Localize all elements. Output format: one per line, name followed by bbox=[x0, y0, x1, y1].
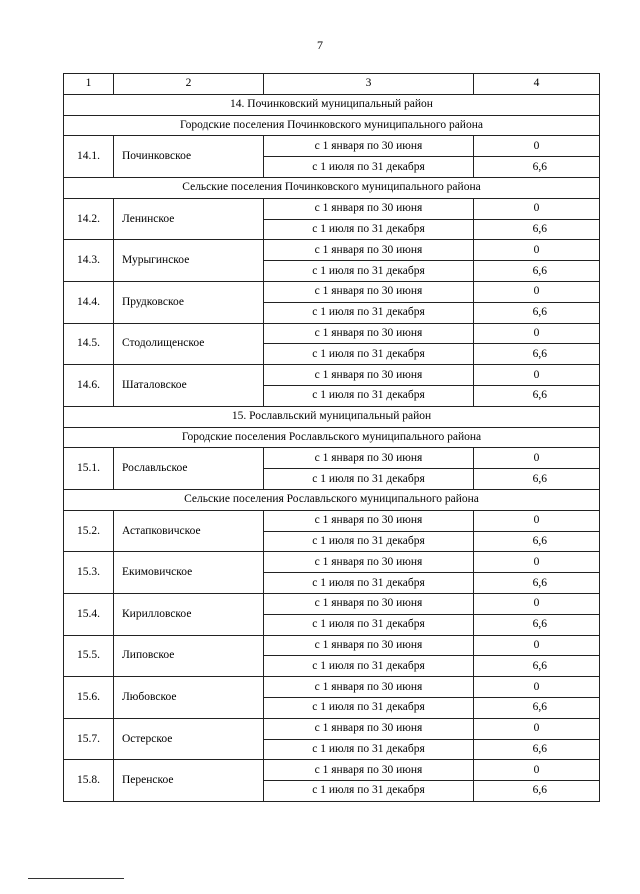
table-row bbox=[64, 198, 600, 219]
rate-value: 0 bbox=[474, 365, 600, 386]
settlement-name: Стодолищенское bbox=[114, 323, 264, 365]
period-label: с 1 января по 30 июня bbox=[264, 760, 474, 781]
settlement-number: 15.5. bbox=[64, 635, 114, 677]
period-label: с 1 июля по 31 декабря bbox=[264, 261, 474, 282]
table-row bbox=[64, 323, 600, 344]
rate-value: 0 bbox=[474, 448, 600, 469]
period-label: с 1 января по 30 июня bbox=[264, 635, 474, 656]
settlement-number: 15.2. bbox=[64, 510, 114, 552]
header-col-2: 2 bbox=[114, 74, 264, 95]
settlement-number: 15.6. bbox=[64, 677, 114, 719]
settlement-name: Перенское bbox=[114, 760, 264, 802]
rate-value: 6,6 bbox=[474, 697, 600, 718]
settlement-name: Починковское bbox=[114, 136, 264, 178]
rate-value: 0 bbox=[474, 593, 600, 614]
settlement-name: Прудковское bbox=[114, 281, 264, 323]
district-row bbox=[64, 406, 600, 427]
period-label: с 1 июля по 31 декабря bbox=[264, 531, 474, 552]
settlement-name: Кирилловское bbox=[114, 593, 264, 635]
period-label: с 1 января по 30 июня bbox=[264, 552, 474, 573]
period-label: с 1 июля по 31 декабря bbox=[264, 697, 474, 718]
period-label: с 1 января по 30 июня bbox=[264, 136, 474, 157]
district-title: 15. Рославльский муниципальный район bbox=[64, 406, 600, 427]
table-row bbox=[64, 760, 600, 781]
settlement-number: 14.4. bbox=[64, 281, 114, 323]
table-row bbox=[64, 552, 600, 573]
period-label: с 1 января по 30 июня bbox=[264, 323, 474, 344]
period-label: с 1 января по 30 июня bbox=[264, 510, 474, 531]
rate-value: 0 bbox=[474, 635, 600, 656]
subgroup-title: Сельские поселения Починковского муниципального района bbox=[64, 177, 600, 198]
settlement-name: Остерское bbox=[114, 718, 264, 760]
rate-value: 6,6 bbox=[474, 157, 600, 178]
district-row bbox=[64, 94, 600, 115]
subgroup-title: Сельские поселения Рославльского муниципального района bbox=[64, 489, 600, 510]
period-label: с 1 июля по 31 декабря bbox=[264, 157, 474, 178]
table-row bbox=[64, 510, 600, 531]
rate-value: 6,6 bbox=[474, 573, 600, 594]
period-label: с 1 января по 30 июня bbox=[264, 677, 474, 698]
table-header-row bbox=[64, 74, 600, 95]
settlement-number: 14.6. bbox=[64, 365, 114, 407]
period-label: с 1 января по 30 июня bbox=[264, 198, 474, 219]
subgroup-row bbox=[64, 489, 600, 510]
settlement-name: Любовское bbox=[114, 677, 264, 719]
period-label: с 1 января по 30 июня bbox=[264, 448, 474, 469]
rate-value: 0 bbox=[474, 718, 600, 739]
settlement-name: Шаталовское bbox=[114, 365, 264, 407]
period-label: с 1 июля по 31 декабря bbox=[264, 656, 474, 677]
table-row bbox=[64, 635, 600, 656]
table-row bbox=[64, 718, 600, 739]
period-label: с 1 июля по 31 декабря bbox=[264, 573, 474, 594]
settlement-name: Рославльское bbox=[114, 448, 264, 490]
settlement-name: Ленинское bbox=[114, 198, 264, 240]
rate-value: 6,6 bbox=[474, 385, 600, 406]
rate-value: 6,6 bbox=[474, 614, 600, 635]
rate-value: 6,6 bbox=[474, 781, 600, 802]
settlement-number: 15.7. bbox=[64, 718, 114, 760]
settlement-number: 14.1. bbox=[64, 136, 114, 178]
table-row bbox=[64, 281, 600, 302]
rates-table-body bbox=[64, 74, 600, 802]
period-label: с 1 июля по 31 декабря bbox=[264, 781, 474, 802]
subgroup-row bbox=[64, 115, 600, 136]
period-label: с 1 января по 30 июня bbox=[264, 240, 474, 261]
period-label: с 1 июля по 31 декабря bbox=[264, 739, 474, 760]
table-row bbox=[64, 240, 600, 261]
settlement-name: Мурыгинское bbox=[114, 240, 264, 282]
rate-value: 0 bbox=[474, 552, 600, 573]
subgroup-title: Городские поселения Починковского муниципального района bbox=[64, 115, 600, 136]
rate-value: 0 bbox=[474, 198, 600, 219]
rate-value: 6,6 bbox=[474, 261, 600, 282]
rate-value: 6,6 bbox=[474, 302, 600, 323]
rate-value: 0 bbox=[474, 136, 600, 157]
rate-value: 0 bbox=[474, 323, 600, 344]
period-label: с 1 января по 30 июня bbox=[264, 365, 474, 386]
period-label: с 1 июля по 31 декабря bbox=[264, 344, 474, 365]
rate-value: 6,6 bbox=[474, 469, 600, 490]
period-label: с 1 июля по 31 декабря bbox=[264, 614, 474, 635]
subgroup-title: Городские поселения Рославльского муниципального района bbox=[64, 427, 600, 448]
settlement-number: 15.3. bbox=[64, 552, 114, 594]
header-col-4: 4 bbox=[474, 74, 600, 95]
header-col-1: 1 bbox=[64, 74, 114, 95]
rate-value: 0 bbox=[474, 281, 600, 302]
subgroup-row bbox=[64, 177, 600, 198]
settlement-name: Екимовичское bbox=[114, 552, 264, 594]
rate-value: 6,6 bbox=[474, 739, 600, 760]
rates-table bbox=[63, 73, 600, 802]
settlement-number: 14.3. bbox=[64, 240, 114, 282]
rate-value: 0 bbox=[474, 240, 600, 261]
period-label: с 1 января по 30 июня bbox=[264, 718, 474, 739]
settlement-number: 14.5. bbox=[64, 323, 114, 365]
table-row bbox=[64, 593, 600, 614]
period-label: с 1 января по 30 июня bbox=[264, 281, 474, 302]
subgroup-row bbox=[64, 427, 600, 448]
rate-value: 6,6 bbox=[474, 531, 600, 552]
settlement-number: 15.4. bbox=[64, 593, 114, 635]
settlement-name: Астапковичское bbox=[114, 510, 264, 552]
district-title: 14. Починковский муниципальный район bbox=[64, 94, 600, 115]
rate-value: 6,6 bbox=[474, 219, 600, 240]
footer-divider bbox=[28, 878, 124, 879]
period-label: с 1 июля по 31 декабря bbox=[264, 469, 474, 490]
period-label: с 1 января по 30 июня bbox=[264, 593, 474, 614]
table-row bbox=[64, 365, 600, 386]
rate-value: 0 bbox=[474, 510, 600, 531]
header-col-3: 3 bbox=[264, 74, 474, 95]
settlement-name: Липовское bbox=[114, 635, 264, 677]
page-number: 7 bbox=[317, 38, 323, 52]
rate-value: 6,6 bbox=[474, 656, 600, 677]
period-label: с 1 июля по 31 декабря bbox=[264, 302, 474, 323]
table-row bbox=[64, 136, 600, 157]
period-label: с 1 июля по 31 декабря bbox=[264, 385, 474, 406]
rate-value: 6,6 bbox=[474, 344, 600, 365]
rate-value: 0 bbox=[474, 760, 600, 781]
settlement-number: 15.1. bbox=[64, 448, 114, 490]
period-label: с 1 июля по 31 декабря bbox=[264, 219, 474, 240]
settlement-number: 15.8. bbox=[64, 760, 114, 802]
rate-value: 0 bbox=[474, 677, 600, 698]
settlement-number: 14.2. bbox=[64, 198, 114, 240]
table-row bbox=[64, 448, 600, 469]
table-row bbox=[64, 677, 600, 698]
